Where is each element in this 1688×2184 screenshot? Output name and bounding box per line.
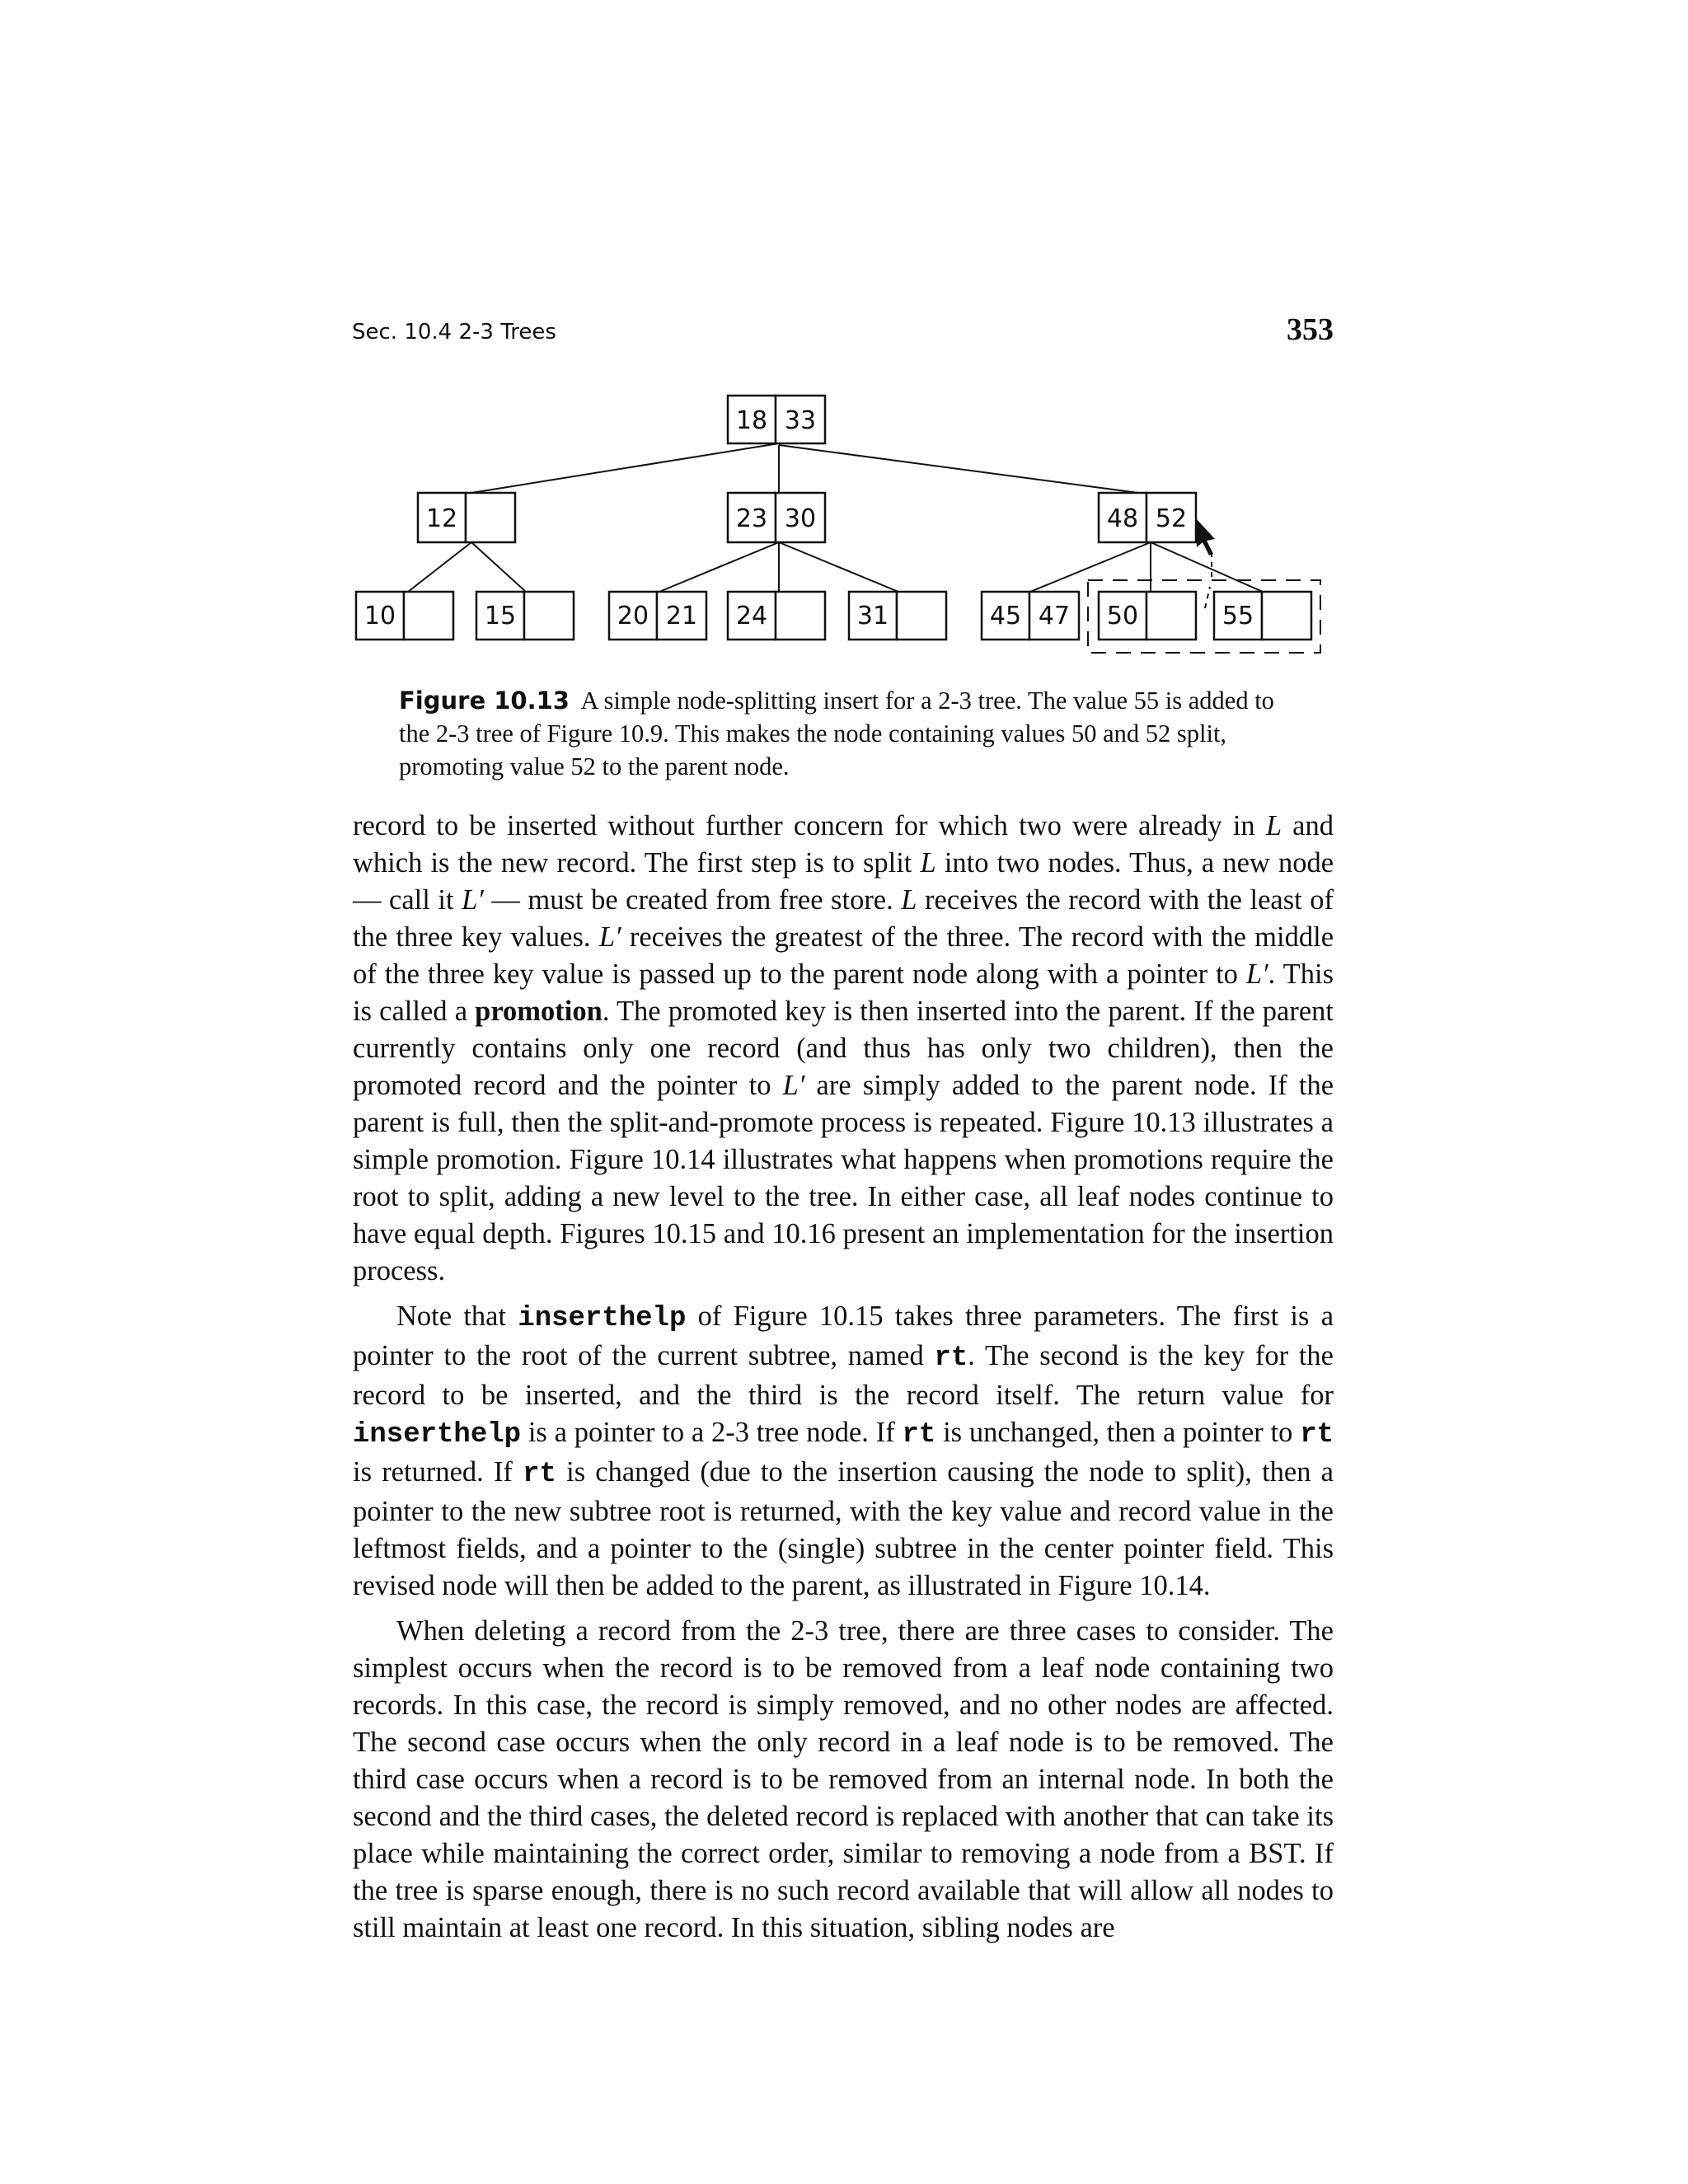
node-key: 15 [484, 602, 517, 630]
edge-root-n12 [471, 443, 779, 493]
node-key: 55 [1221, 602, 1254, 630]
tree-node-root [728, 396, 825, 443]
tree-node-12 [418, 493, 515, 542]
edge-n12-l15 [471, 542, 526, 592]
figure-caption [399, 684, 1289, 783]
node-key: 23 [735, 504, 768, 533]
node-key: 20 [617, 602, 649, 630]
tree-leaf-15 [476, 592, 574, 640]
paragraph-deletion: When deleting a record from the 2-3 tree, there are three cases to consider. The simplest occurs when the record is to be removed from a leaf node containing two records. In this case, the record is simply removed, and no other nodes are affected. The second case occurs when the only record in a leaf node is to be removed. The third case occurs when a record is to be removed from an internal node. In both the second and the third cases, the deleted record is replaced with another that can take its place while maintaining the correct order, similar to removing a node from a BST. If the tree is sparse enough, there is no such record available that will allow all nodes to still maintain at least one record. In this situation, sibling nodes are [353, 1615, 1334, 1943]
paragraph-inserthelp: Note that inserthelp of Figure 10.15 takes three parameters. The first is a pointer to the root of the current subtree, named rt. The second is the key for the record to be inserted, and the third is the record itself. The return value for inserthelp is a pointer to a 2-3 tree node. If rt is unchanged, then a pointer to rt is returned. If rt is changed (due to the insertion causing the node to split), then a pointer to the new subtree root is returned, with the key value and record value in the leftmost fields, and a pointer to the (single) subtree in the center pointer field. This revised node will then be added to the parent, as illustrated in Figure 10.14. [353, 1301, 1334, 1601]
figure-label: Figure 10.13 [399, 687, 570, 715]
edge-root-n48-52 [779, 445, 1151, 494]
figure-caption-text: A simple node-splitting insert for a 2-3 tree. The value 55 is added to the 2-3 tree of Figure 10.9. This makes the node containing values 50 and 52 split, promoting value 52 to the parent node. [399, 687, 1274, 780]
node-key: 18 [735, 406, 768, 435]
node-key: 50 [1106, 602, 1139, 630]
paragraph-insertion: record to be inserted without further concern for which two were already in L and which is the new record. The first step is to split L into two nodes. Thus, a new node — call it L′ — must be created from free store. L receives the record with the least of the three key values. L′ receives the greatest of the three. The record with the middle of the three key value is passed up to the parent node along with a pointer to L′. This is called a promotion. The promoted key is then inserted into the parent. If the parent currently contains only one record (and thus has only two children), then the promoted record and the pointer to L′ are simply added to the parent node. If the parent is full, then the split-and-promote process is repeated. Figure 10.13 illustrates a simple promotion. Figure 10.14 illustrates what happens when promotions require the root to split, adding a new level to the tree. In either case, all leaf nodes continue to have equal depth. Figures 10.15 and 10.16 present an implementation for the insertion process. [353, 810, 1334, 1286]
two-three-tree-figure [0, 0, 1688, 676]
edge-n23-30-l20-21 [659, 542, 779, 592]
edge-n12-l10 [408, 542, 471, 592]
term-promotion: promotion [475, 996, 603, 1027]
node-key: 33 [784, 406, 817, 435]
tree-node-23-30 [728, 493, 825, 542]
node-key: 21 [665, 602, 698, 630]
running-header: Sec. 10.4 2-3 Trees [352, 320, 556, 344]
tree-leaf-45-47 [982, 592, 1079, 640]
page-number: 353 [1287, 312, 1334, 347]
tree-leaf-24 [728, 592, 825, 640]
node-key: 52 [1155, 504, 1188, 533]
node-key: 10 [363, 602, 396, 630]
node-key: 31 [856, 602, 889, 630]
promotion-arrow-head-icon [1195, 518, 1215, 555]
tree-leaf-10 [356, 592, 453, 640]
node-key: 47 [1038, 602, 1071, 630]
tree-leaf-55 [1214, 592, 1311, 640]
tree-node-48-52 [1099, 493, 1196, 542]
body-text [353, 808, 1334, 1955]
node-key: 24 [735, 602, 768, 630]
tree-leaf-50 [1099, 592, 1196, 640]
node-key: 30 [784, 504, 817, 533]
node-key: 12 [425, 504, 458, 533]
tree-leaf-20-21 [609, 592, 706, 640]
node-key: 45 [989, 602, 1022, 630]
edge-n23-30-l31 [779, 542, 898, 592]
tree-leaf-31 [849, 592, 946, 640]
promotion-arrow-tail [1205, 587, 1210, 608]
node-key: 48 [1106, 504, 1139, 533]
edge-n48-52-l45-47 [1030, 542, 1151, 592]
